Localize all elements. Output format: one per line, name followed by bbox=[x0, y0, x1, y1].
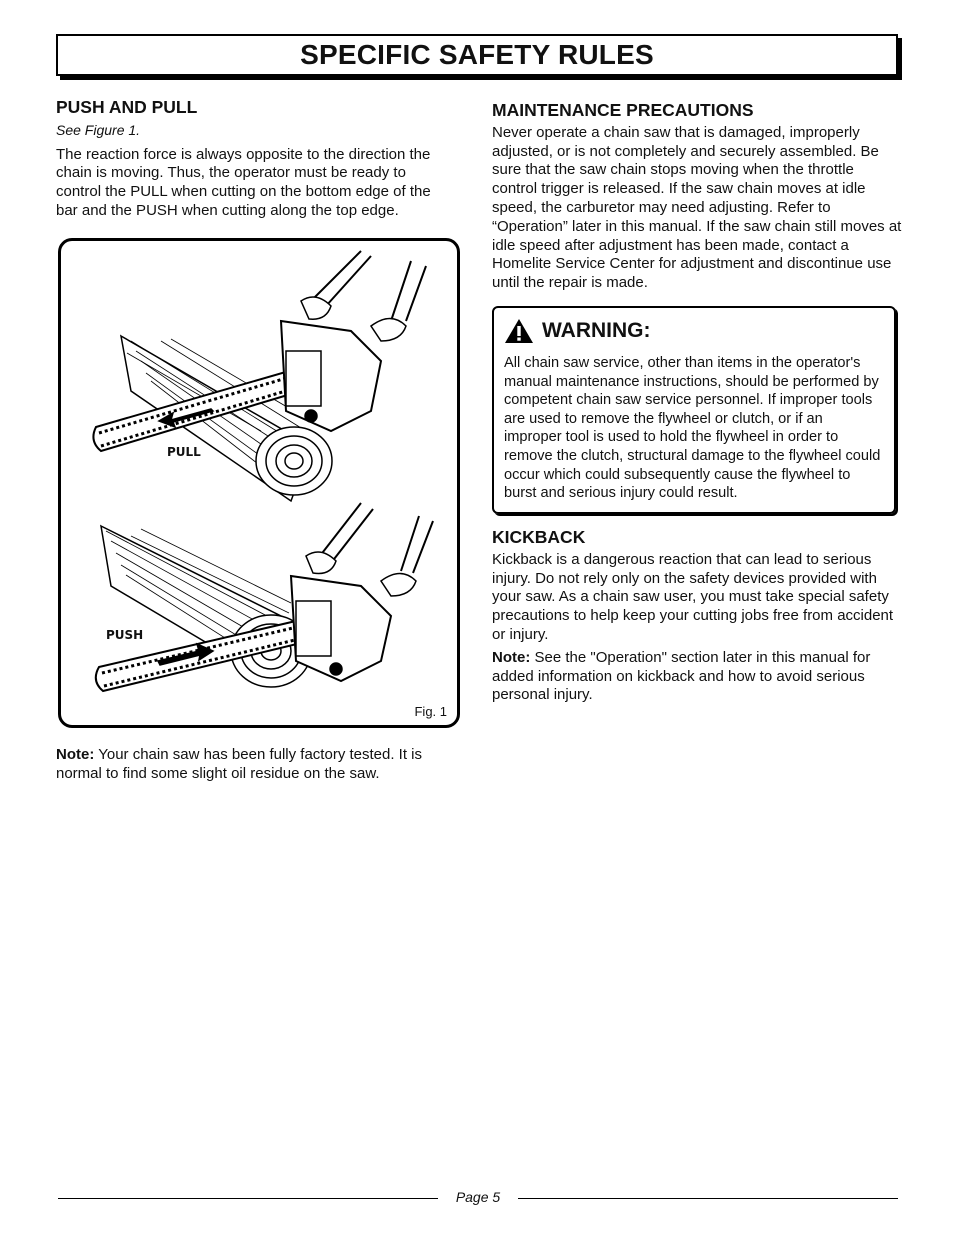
pull-label: PULL bbox=[167, 445, 201, 459]
warning-box bbox=[492, 306, 896, 514]
kickback-section bbox=[492, 528, 902, 709]
figure-caption: Fig. 1 bbox=[414, 704, 447, 719]
warning-triangle-icon bbox=[504, 318, 534, 344]
kickback-note-label: Note: bbox=[492, 648, 531, 666]
title-banner bbox=[56, 34, 898, 76]
push-scene bbox=[96, 503, 433, 691]
page-footer bbox=[58, 1186, 898, 1210]
figure-1 bbox=[58, 238, 460, 728]
warning-heading: WARNING: bbox=[542, 319, 651, 342]
kickback-heading: KICKBACK bbox=[492, 527, 586, 547]
push-pull-section bbox=[56, 98, 450, 225]
push-pull-body: The reaction force is always opposite to the direction the chain is moving. Thus, the operator must be ready to control the PULL when cutting on the bottom edge of the bar and the PUSH when cutting along the top edge. bbox=[56, 145, 431, 219]
pull-scene bbox=[93, 251, 426, 501]
chainsaw-illustration bbox=[61, 241, 457, 725]
maintenance-heading: MAINTENANCE PRECAUTIONS bbox=[492, 100, 754, 120]
page-number: Page 5 bbox=[455, 1189, 501, 1205]
maintenance-section bbox=[492, 101, 902, 297]
note-text: Your chain saw has been fully factory tested. It is normal to find some slight oil residue on the saw. bbox=[56, 746, 423, 782]
page-title: SPECIFIC SAFETY RULES bbox=[300, 39, 654, 70]
see-figure-ref: See Figure 1. bbox=[56, 121, 141, 138]
kickback-body: Kickback is a dangerous reaction that can lead to serious injury. Do not rely only on the safety devices provided with your saw. As a chain saw user, you must take special safety precautions to help keep your cutting jobs free from accident or injury. bbox=[492, 550, 894, 643]
warning-header bbox=[504, 318, 884, 344]
factory-test-note bbox=[56, 746, 450, 784]
maintenance-body: Never operate a chain saw that is damaged, improperly adjusted, or is not completely and securely assembled. Be sure that the saw chain stops moving when the throttle control trigger is released. If the saw chain moves at idle speed, the carburetor may need adjusting. Refer to “Operation” later in this manual. If the saw chain still moves at idle speed after adjustment has been made, contact a Homelite Service Center for adjustment and discontinue use until the repair is made. bbox=[492, 123, 902, 292]
note-label: Note: bbox=[56, 746, 95, 763]
warning-body: All chain saw service, other than items in the operator's manual maintenance instructions, should be performed by competent chain saw service personnel. If improper tools are used to remove the flywheel or clutch, or if an improper tool is used to hold the flywheel in order to remove the clutch, structural damage to the flywheel could occur which could subsequently cause the flywheel to burst and serious injury could result. bbox=[504, 355, 881, 502]
kickback-note bbox=[492, 649, 902, 705]
push-pull-heading: PUSH AND PULL bbox=[56, 97, 198, 117]
kickback-note-text: See the "Operation" section later in this manual for added information on kickback and how to avoid serious personal injury. bbox=[492, 648, 871, 704]
push-label: PUSH bbox=[106, 628, 144, 642]
